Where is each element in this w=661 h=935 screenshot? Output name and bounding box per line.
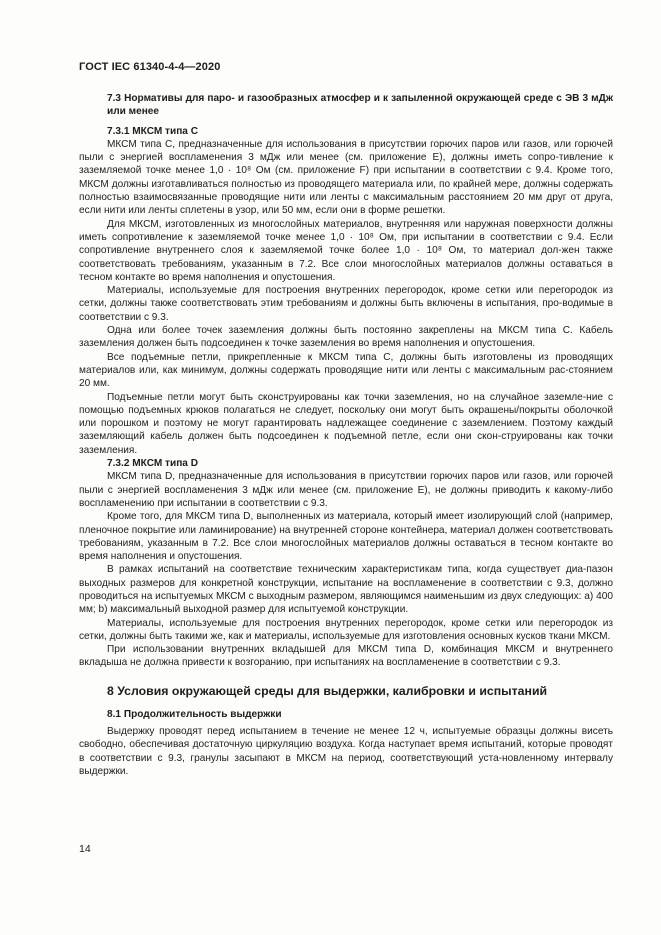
- subsection-heading-7-3-2: 7.3.2 МКСМ типа D: [107, 458, 199, 470]
- paragraph: Все подъемные петли, прикрепленные к МКСМ типа С, должны быть изготовлены из проводящих материалов или, как минимум, должны содержать проводящие нити или ленты с максимальным рас-стоянием 20 мм.: [79, 351, 613, 390]
- paragraph: МКСМ типа С, предназначенные для использования в присутствии горючих паров или газов, или горючей пыли с энергией воспламенения 3 мДж или менее (см. приложение Е), должны иметь сопро-тивление к заземляемой точке менее 1,0 · 10⁸ Ом (см. приложение F) при испытании в соответствии с 9.4. Кроме того, МКСМ должны изготавливаться полностью из проводящего материала или, по крайней мере, должны содержать полностью взаимосвязанные проводящие нити или ленты с максимальным расстоянием 20 мм друг от друга, если нити или ленты сплетены в узор, или 50 мм, если они в форме решетки.: [79, 138, 613, 217]
- paragraph: Для МКСМ, изготовленных из многослойных материалов, внутренняя или наружная поверхности должны иметь сопротивление к заземляемой точке менее 1,0 · 10⁸ Ом, при испытании в соответствии с 9.4. Если сопротивление внутреннего слоя к заземляемой точке более 1,0 · 10⁸ Ом, то материал дол-жен также соответствовать требованиям, указанным в 7.2. Все слои многослойных материалов должны оставаться в тесном контакте во время наполнения и опустошения.: [79, 218, 613, 283]
- paragraph: Материалы, используемые для построения внутренних перегородок, кроме сетки или перегородок из сетки, должны быть такими же, как и материалы, используемые для изготовления основных кусков ткани МКСМ.: [79, 617, 613, 642]
- paragraph: В рамках испытаний на соответствие техническим характеристикам типа, когда существует диа-пазон выходных размеров для конкретной конструкции, испытание на воспламенение в соответствии с 9.3, должно проводиться на испытуемых МКСМ с выходным размером, являющимся наименьшим из двух следующих: а) 400 мм; b) максимальный выходной размер для испытуемой конструкции.: [79, 564, 613, 616]
- paragraph: Кроме того, для МКСМ типа D, выполненных из материала, который имеет изолирующий слой (например, пленочное покрытие или ламинирование) на внутренней стороне контейнера, материал должен соответствовать требованиям, указанным в 7.2. Все слои многослойных материалов должны оставаться в тесном контакте во время наполнения и опустошения.: [79, 511, 613, 563]
- section-heading-7-3: 7.3 Нормативы для паро- и газообразных атмосфер и к запыленной окружающей среде с ЭВ 3 мДж или менее: [107, 93, 613, 118]
- document-body: [79, 92, 613, 778]
- document-header: ГОСТ IEC 61340-4-4—2020: [79, 61, 221, 73]
- subsection-heading-7-3-1: 7.3.1 МКСМ типа С: [107, 125, 199, 137]
- paragraph: Одна или более точек заземления должны быть постоянно закреплены на МКСМ типа С. Кабель заземления должен быть подсоединен к точке заземления во время наполнения и опустошения.: [79, 325, 613, 350]
- paragraph: Материалы, используемые для построения внутренних перегородок, кроме сетки или перегородок из сетки, должны также соответствовать этим требованиям и должны быть включены в испытания, про-водимые в соответствии с 9.3.: [79, 285, 613, 323]
- paragraph: Подъемные петли могут быть сконструированы как точки заземления, но на случайное заземле-ние с помощью подъемных крюков полагаться не следует, поскольку они могут быть окрашены/покрыты оболочкой или порошком и поэтому не могут гарантировать надлежащее соединение с заземлением. Поэтому каждый заземляющий кабель должен быть подсоединен к подъемной петле, если они скон-струированы как точки заземления.: [79, 391, 613, 456]
- subsection-heading-8-1: 8.1 Продолжительность выдержки: [107, 708, 282, 720]
- paragraph: При использовании внутренних вкладышей для МКСМ типа D, комбинация МКСМ и внутреннего вкладыша не должна привести к возгоранию, при испытаниях на воспламенение в соответствии с 9.3.: [79, 644, 613, 669]
- paragraph: Выдержку проводят перед испытанием в течение не менее 12 ч, испытуемые образцы должны висеть свободно, обеспечивая достаточную циркуляцию воздуха. Когда наступает время испытаний, которые проводят в соответствии с 9.3, гранулы засыпают в МКСМ на период, соответствующий уста-новленному интервалу выдержки.: [79, 726, 613, 777]
- section-heading-8: 8 Условия окружающей среды для выдержки, калибровки и испытаний: [107, 683, 548, 698]
- page-number: 14: [79, 843, 91, 855]
- paragraph: МКСМ типа D, предназначенные для использования в присутствии горючих паров или газов, или горючей пыли с энергией воспламенения 3 мДж или менее (см. приложение Е), не должны приводить к какому-либо воспламенению при испытании в соответствии с 9.3.: [79, 471, 613, 509]
